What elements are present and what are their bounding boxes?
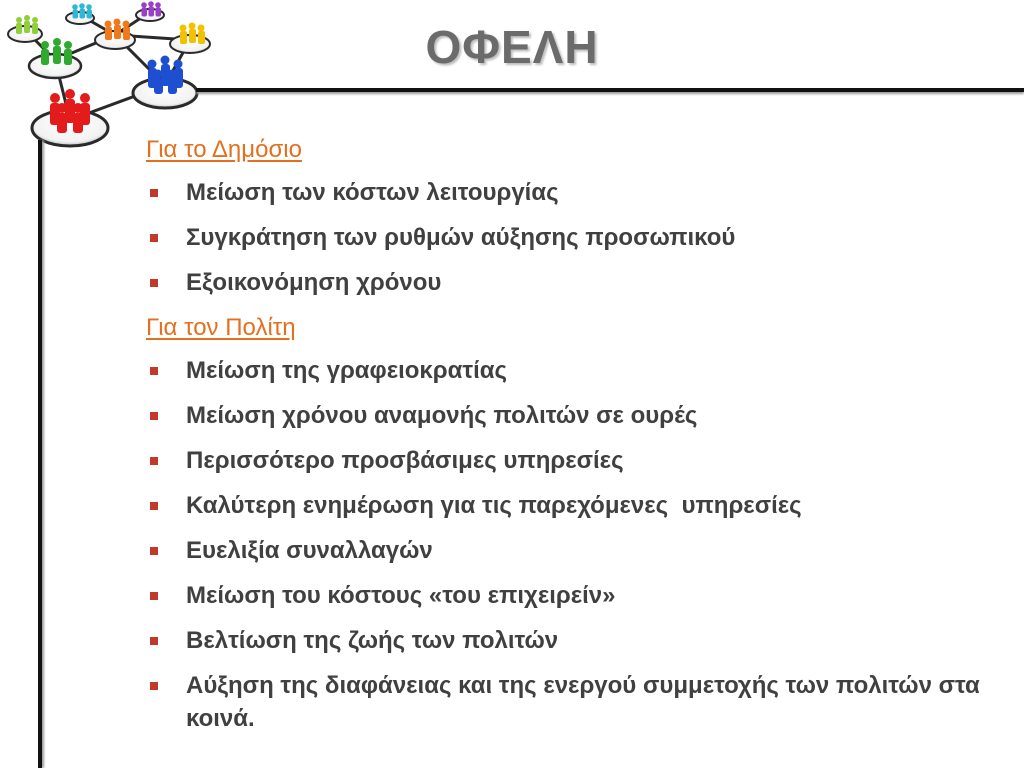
list-item (146, 669, 1006, 735)
square-bullet-icon (150, 189, 158, 197)
list-item-text: Βελτίωση της ζωής των πολιτών (186, 627, 559, 654)
section-heading-citizen: Για τον Πολίτη (146, 314, 296, 341)
square-bullet-icon (150, 637, 158, 645)
slide-title: ΟΦΕΛΗ (425, 21, 599, 73)
square-bullet-icon (150, 234, 158, 242)
list-item (146, 534, 1006, 567)
list-item-text: Μείωση του κόστους «του επιχειρείν» (186, 582, 616, 609)
bullet-list-public (146, 176, 1006, 299)
left-divider (38, 140, 42, 768)
slide-content (146, 133, 1006, 747)
header-divider (196, 88, 1024, 92)
list-item-text: Εξοικονόμηση χρόνου (186, 269, 442, 296)
list-item-text: Ευελιξία συναλλαγών (186, 537, 433, 564)
list-item-text: Μείωση χρόνου αναμονής πολιτών σε ουρές (186, 402, 698, 429)
square-bullet-icon (150, 412, 158, 420)
square-bullet-icon (150, 367, 158, 375)
list-item-text: Μείωση των κόστων λειτουργίας (186, 179, 559, 206)
list-item (146, 489, 1006, 522)
list-item (146, 624, 1006, 657)
list-item (146, 266, 1006, 299)
list-item (146, 221, 1006, 254)
square-bullet-icon (150, 457, 158, 465)
list-item (146, 354, 1006, 387)
square-bullet-icon (150, 592, 158, 600)
list-item (146, 444, 1006, 477)
list-item-text: Περισσότερο προσβάσιμες υπηρεσίες (186, 447, 624, 474)
square-bullet-icon (150, 279, 158, 287)
bullet-list-citizen (146, 354, 1006, 735)
square-bullet-icon (150, 682, 158, 690)
list-item (146, 176, 1006, 209)
square-bullet-icon (150, 502, 158, 510)
list-item-text: Μείωση της γραφειοκρατίας (186, 357, 508, 384)
list-item (146, 399, 1006, 432)
list-item-text: Συγκράτηση των ρυθμών αύξησης προσωπικού (186, 224, 736, 251)
list-item (146, 579, 1006, 612)
list-item-text: Αύξηση της διαφάνειας και της ενεργού συμμετοχής των πολιτών στα κοινά. (186, 672, 980, 732)
list-item-text: Καλύτερη ενημέρωση για τις παρεχόμενες υπηρεσίες (186, 492, 802, 519)
section-heading-public: Για το Δημόσιο (146, 136, 302, 163)
square-bullet-icon (150, 547, 158, 555)
